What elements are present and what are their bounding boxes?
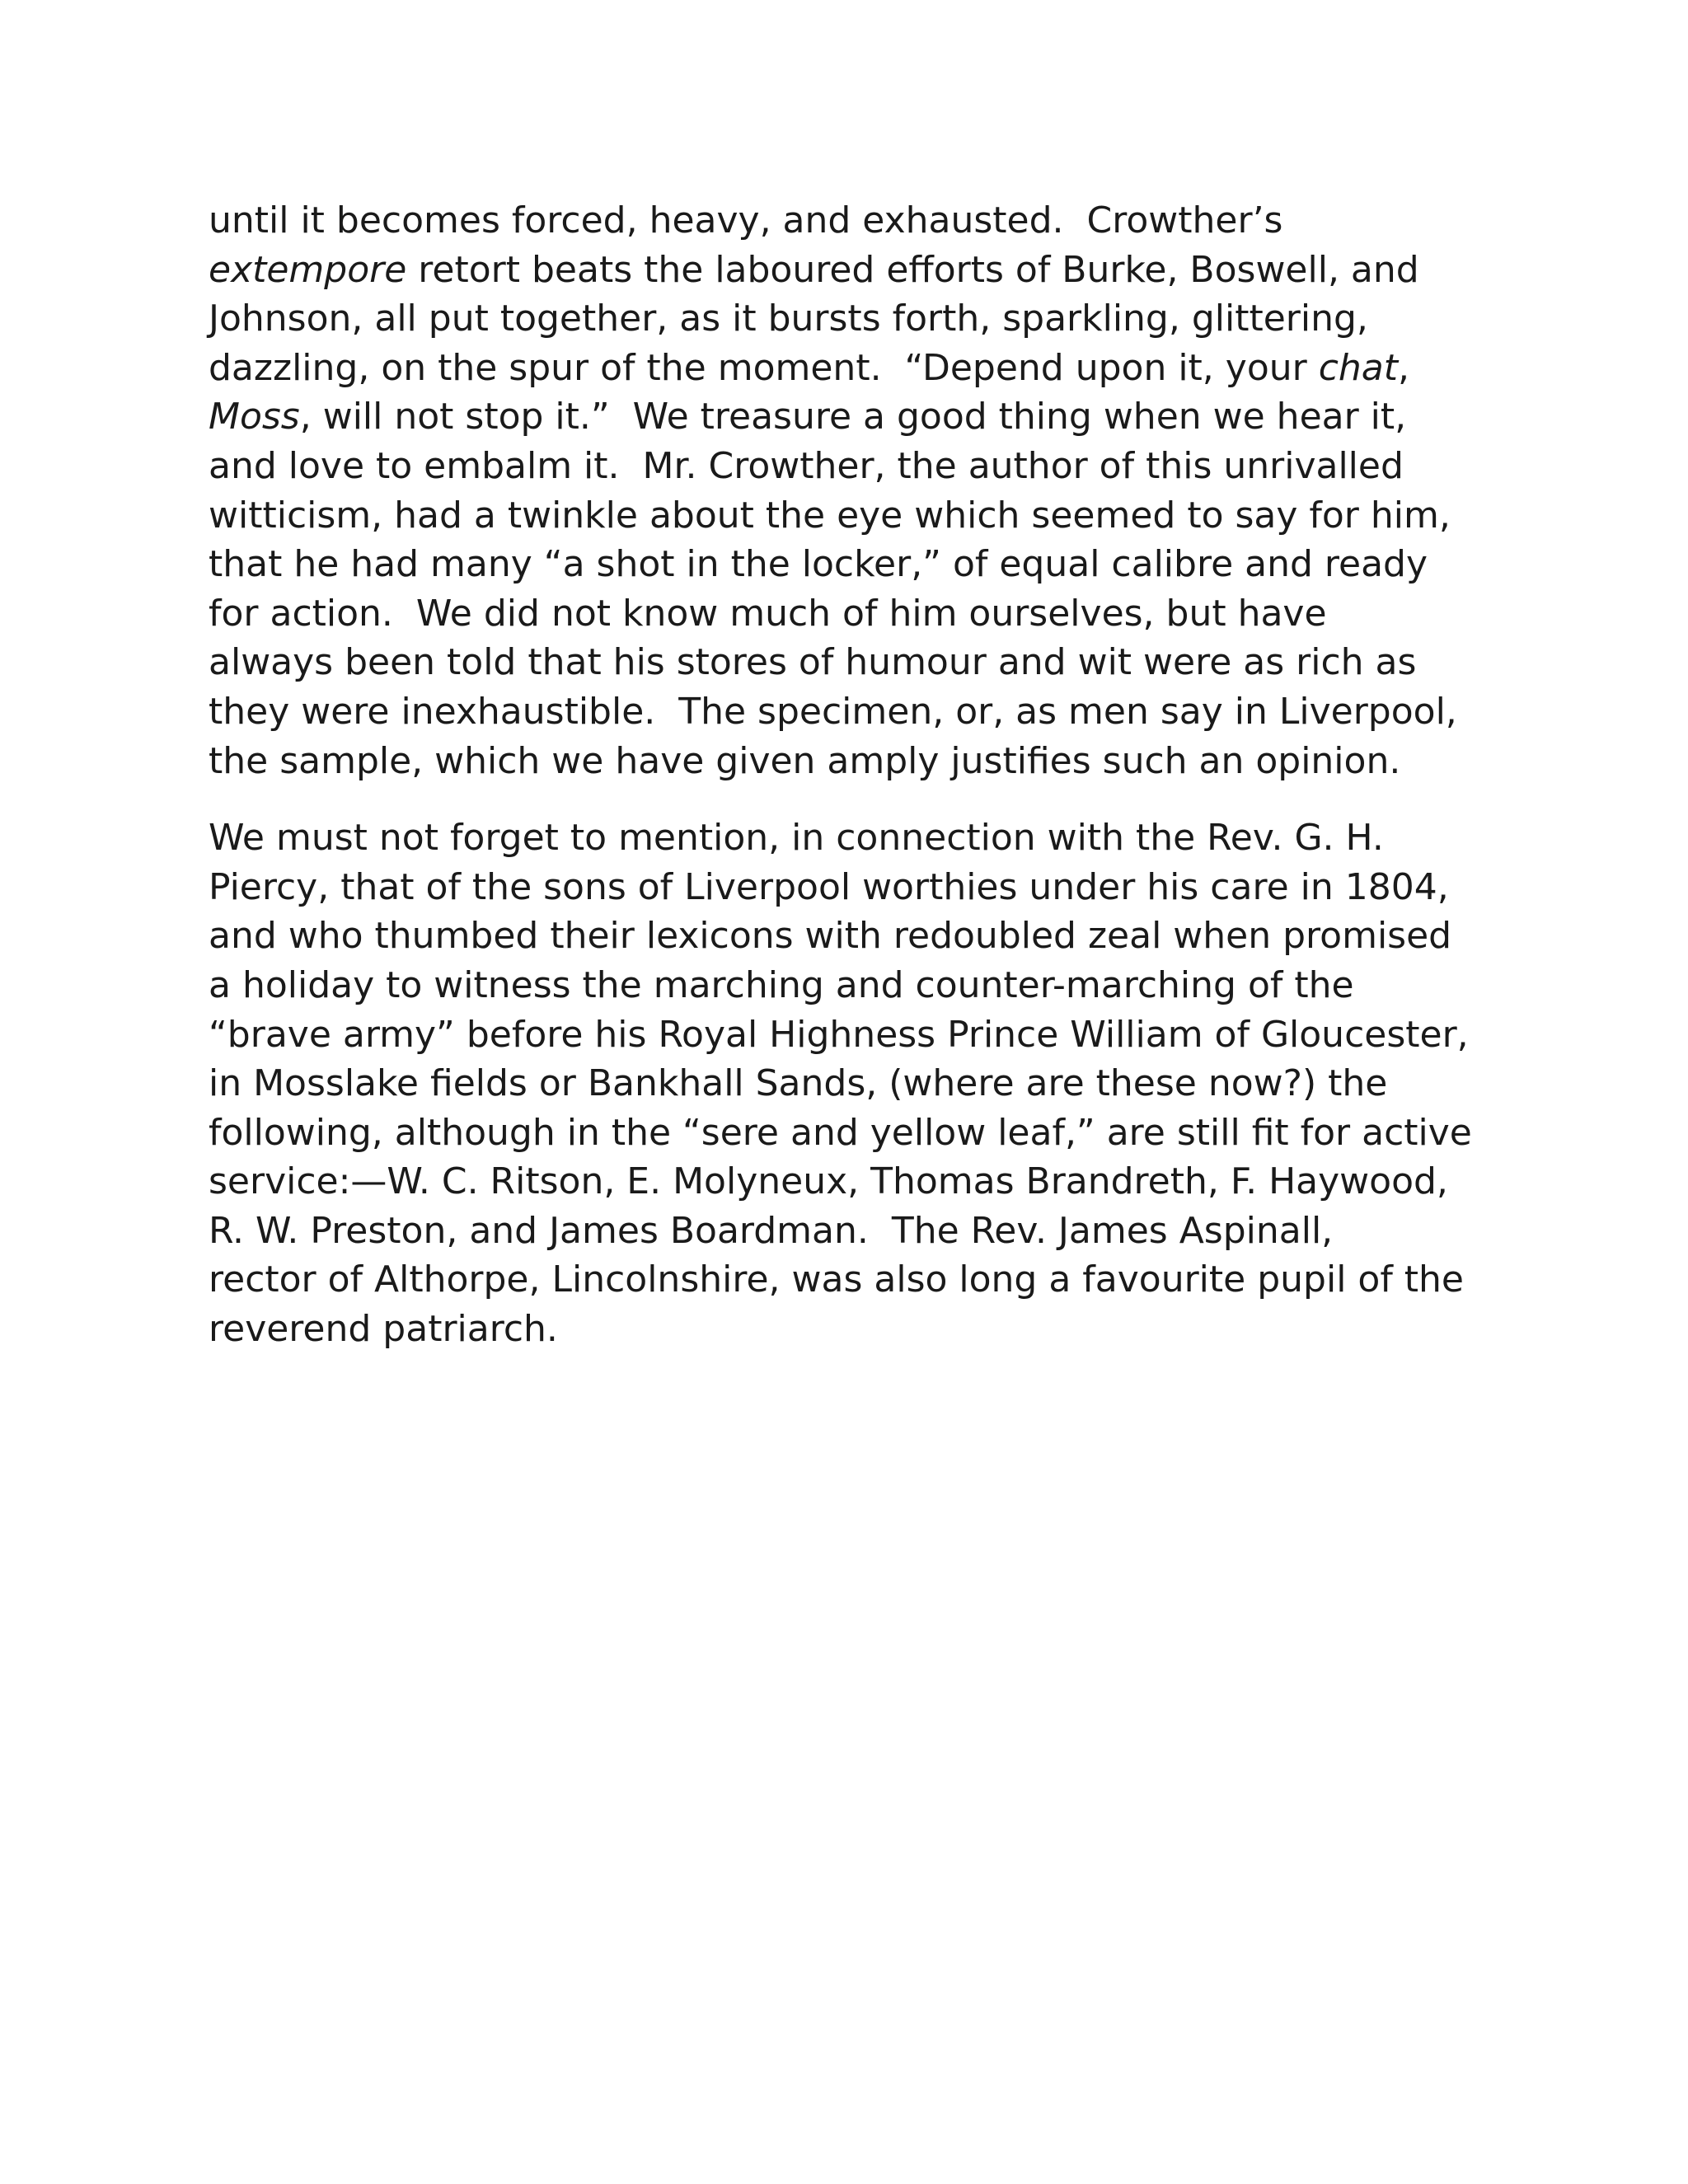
text-segment: rector of Althorpe, Lincolnshire, was also long a favourite pupil of the (209, 1258, 1465, 1301)
text-line (209, 491, 1494, 541)
text-segment: Johnson, all put together, as it bursts forth, sparkling, glittering, (209, 298, 1368, 340)
text-segment: that he had many “a shot in the locker,” of equal calibre and ready (209, 543, 1428, 586)
paragraph (209, 196, 1494, 785)
text-segment: and love to embalm it. Mr. Crowther, the author of this unrivalled (209, 444, 1404, 487)
text-line (209, 1207, 1494, 1256)
text-segment: service:—W. C. Ritson, E. Molyneux, Thomas Brandreth, F. Haywood, (209, 1160, 1448, 1203)
text-segment: “brave army” before his Royal Highness Prince William of Gloucester, (209, 1013, 1469, 1056)
paragraph (209, 813, 1494, 1354)
text-segment: We must not forget to mention, in connection with the Rev. G. H. (209, 817, 1384, 860)
text-line (209, 344, 1494, 393)
text-segment: R. W. Preston, and James Boardman. The Rev. James Aspinall, (209, 1209, 1334, 1252)
text-line (209, 638, 1494, 687)
text-line (209, 912, 1494, 961)
italic-text-segment: chat (1318, 346, 1399, 389)
text-line (209, 589, 1494, 639)
text-segment: for action. We did not know much of him ourselves, but have (209, 592, 1327, 635)
text-line (209, 540, 1494, 589)
text-line (209, 392, 1494, 442)
text-line (209, 1059, 1494, 1108)
text-segment: , will not stop it.” We treasure a good thing when we hear it, (299, 396, 1407, 438)
text-segment: always been told that his stores of humour and wit were as rich as (209, 641, 1417, 684)
text-segment: the sample, which we have given amply justifies such an opinion. (209, 739, 1401, 782)
text-line (209, 196, 1494, 246)
italic-text-segment: extempore (209, 248, 407, 291)
italic-text-segment: Moss (209, 396, 300, 438)
text-segment: and who thumbed their lexicons with redoubled zeal when promised (209, 915, 1452, 958)
text-line (209, 1305, 1494, 1354)
text-line (209, 1255, 1494, 1305)
text-segment: a holiday to witness the marching and counter-marching of the (209, 963, 1354, 1006)
text-line (209, 1108, 1494, 1158)
text-line (209, 961, 1494, 1010)
text-segment: retort beats the laboured efforts of Burke, Boswell, and (406, 248, 1419, 291)
text-segment: dazzling, on the spur of the moment. “Depend upon it, your (209, 346, 1319, 389)
text-segment: they were inexhaustible. The specimen, or, as men say in Liverpool, (209, 690, 1457, 733)
text-line (209, 687, 1494, 737)
text-line (209, 294, 1494, 344)
text-line (209, 442, 1494, 491)
text-line (209, 1157, 1494, 1207)
text-segment: in Mosslake fields or Bankhall Sands, (where are these now?) the (209, 1062, 1388, 1105)
text-segment: reverend patriarch. (209, 1308, 558, 1351)
text-line (209, 1010, 1494, 1060)
body-text (209, 196, 1494, 1354)
text-segment: witticism, had a twinkle about the eye which seemed to say for him, (209, 494, 1451, 537)
text-segment: following, although in the “sere and yellow leaf,” are still fit for active (209, 1111, 1472, 1154)
text-line (209, 246, 1494, 295)
text-segment: until it becomes forced, heavy, and exhausted. Crowther’s (209, 199, 1283, 241)
text-segment: , (1398, 346, 1410, 389)
text-line (209, 863, 1494, 912)
text-segment: Piercy, that of the sons of Liverpool worthies under his care in 1804, (209, 865, 1449, 908)
text-line (209, 737, 1494, 786)
text-line (209, 813, 1494, 863)
